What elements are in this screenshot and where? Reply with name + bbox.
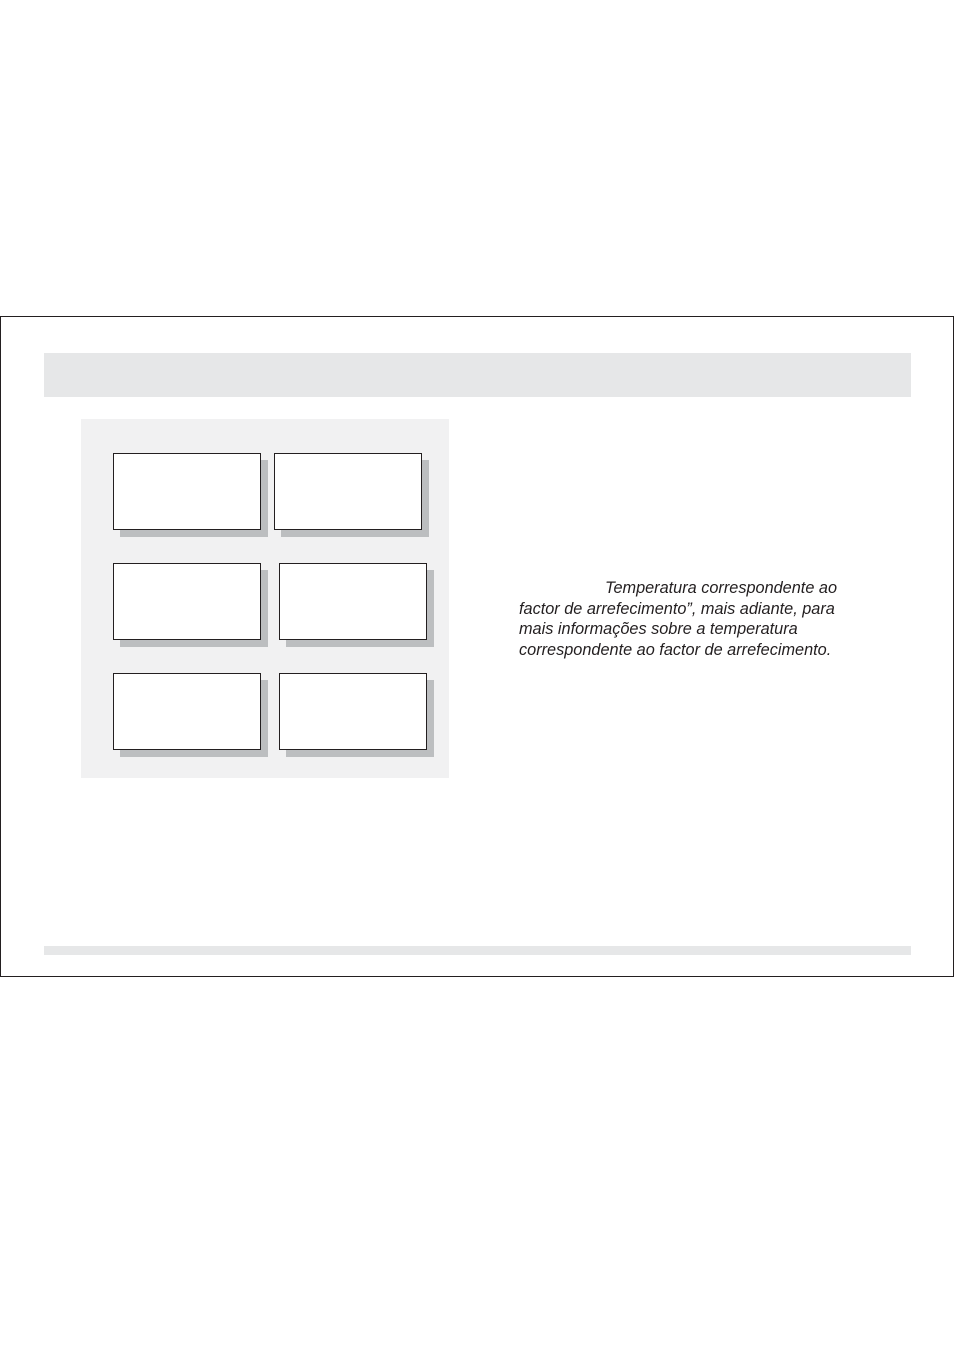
display-box-middle-left: [113, 563, 261, 640]
display-box-middle-right: [279, 563, 427, 640]
display-illustration-panel: [81, 419, 449, 778]
body-text-content: Temperatura correspondente ao factor de arrefecimento”, mais adiante, para mais informações sobre a temperatura correspondente ao factor de arrefecimento.: [519, 579, 838, 659]
display-box-top-left: [113, 453, 261, 530]
page-frame: [0, 316, 954, 977]
body-text: [519, 578, 899, 660]
display-box-bottom-right: [279, 673, 427, 750]
display-box-top-right: [274, 453, 422, 530]
footer-bar: [44, 946, 911, 955]
display-box-bottom-left: [113, 673, 261, 750]
header-bar: [44, 353, 911, 397]
